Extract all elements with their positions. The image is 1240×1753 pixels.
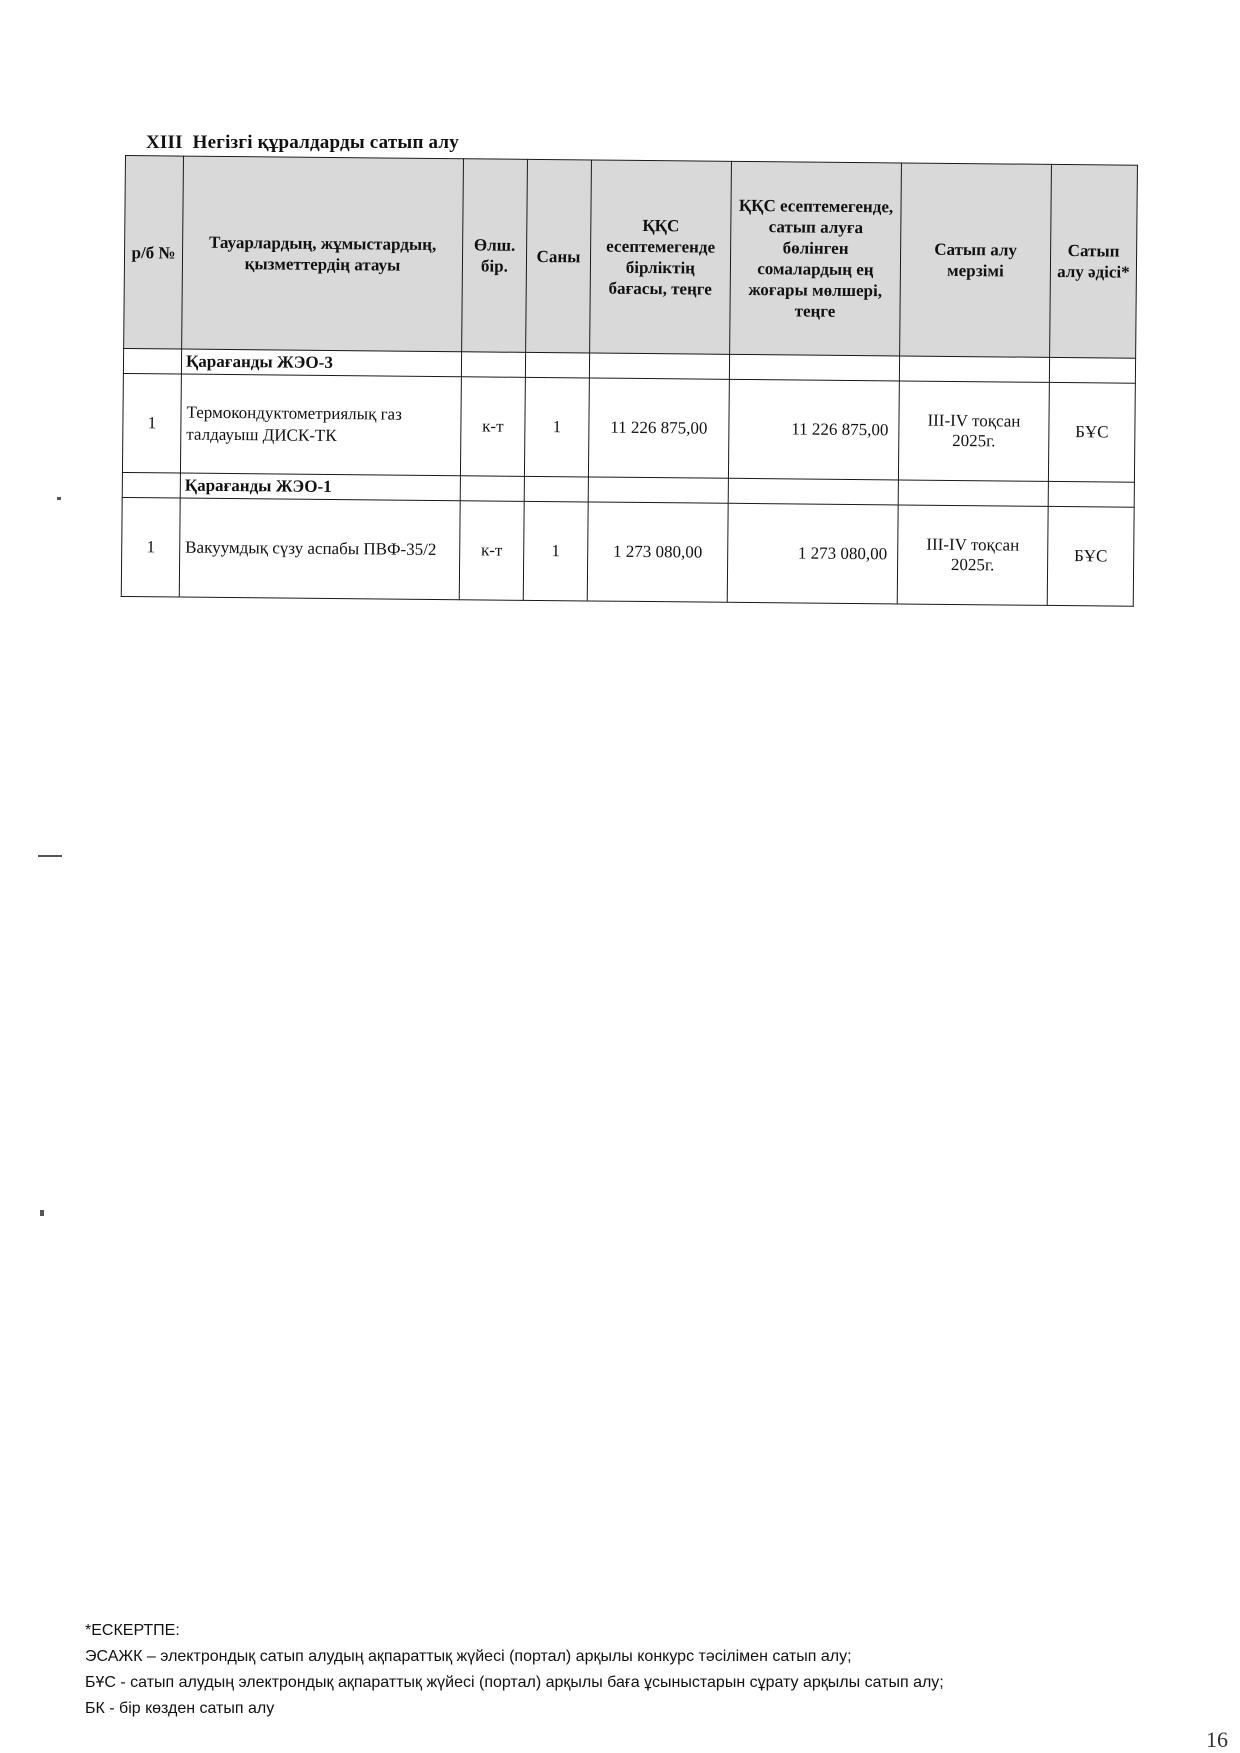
group-cell-empty [729,354,899,381]
col-header-name: Тауарлардың, жұмыстардың, қызметтердің атауы [182,156,464,352]
col-header-quantity: Саны [526,159,592,353]
group-cell-empty [524,476,588,502]
group-cell-empty [122,472,180,498]
col-header-period: Сатып алу мерзімі [900,163,1052,357]
col-header-unit-price: ҚҚС есептемегенде бірліктің бағасы, теңге [590,160,732,354]
item-total: 11 226 875,00 [728,379,899,480]
col-header-number: р/б № [124,156,184,350]
item-name: Вакуумдық сүзу аспабы ПВФ-35/2 [179,498,460,600]
col-header-unit: Өлш. бір. [462,159,528,353]
item-period: III-IV тоқсан 2025г. [897,505,1048,605]
group-cell-empty [525,352,589,378]
group-cell-empty [123,348,181,374]
col-header-total: ҚҚС есептемегенде, сатып алуға бөлінген сомалардың ең жоғары мөлшері, теңге [730,161,902,356]
item-quantity: 1 [523,501,588,601]
footnote [85,1618,944,1722]
group-cell-empty [461,352,525,378]
scan-mark [57,497,61,500]
item-method: БҰС [1047,506,1134,606]
scan-mark [40,1210,44,1216]
procurement-table [121,155,1138,607]
group-cell-empty [898,480,1048,506]
footnote-line: БК - бір көзден сатып алу [85,1700,275,1717]
item-quantity: 1 [524,377,589,477]
group-cell-empty [1048,481,1134,507]
table-header-row [124,156,1138,359]
item-method: БҰС [1048,382,1135,482]
section-number: XIII [146,132,183,153]
group-cell-empty [588,477,728,503]
page-number: 16 [1206,1727,1228,1752]
item-unit: к-т [459,501,524,601]
footnote-line: ЭСАЖК – электрондық сатып алудың ақпараттық жүйесі (портал) арқылы конкурс тәсілімен сатып алу; [85,1648,852,1665]
row-number: 1 [122,373,181,473]
table-row [121,497,1134,606]
row-number: 1 [121,497,180,597]
footnote-title: *ЕСКЕРТПЕ: [85,1622,180,1639]
group-cell-empty [589,353,729,379]
group-name: Қарағанды ЖЭО-3 [181,349,461,377]
section-heading [146,132,459,154]
group-name: Қарағанды ЖЭО-1 [180,473,460,501]
group-cell-empty [728,478,898,505]
item-period: III-IV тоқсан 2025г. [898,381,1049,481]
group-cell-empty [899,356,1049,382]
item-unit: к-т [460,377,525,477]
item-unit-price: 11 226 875,00 [588,378,729,478]
item-unit-price: 1 273 080,00 [587,502,728,602]
section-title: Негізгі құралдарды сатып алу [192,132,459,153]
table-row [122,373,1135,482]
group-cell-empty [460,476,524,502]
scan-mark [38,855,62,857]
footnote-line: БҰС - сатып алудың электрондық ақпараттық жүйесі (портал) арқылы баға ұсыныстарын сұрату арқылы сатып алу; [85,1674,944,1691]
col-header-method: Сатып алу әдісі* [1050,164,1138,358]
item-total: 1 273 080,00 [727,503,898,604]
item-name: Термокондуктометриялық газ талдауыш ДИСК-ТК [180,374,461,476]
group-cell-empty [1049,357,1135,383]
